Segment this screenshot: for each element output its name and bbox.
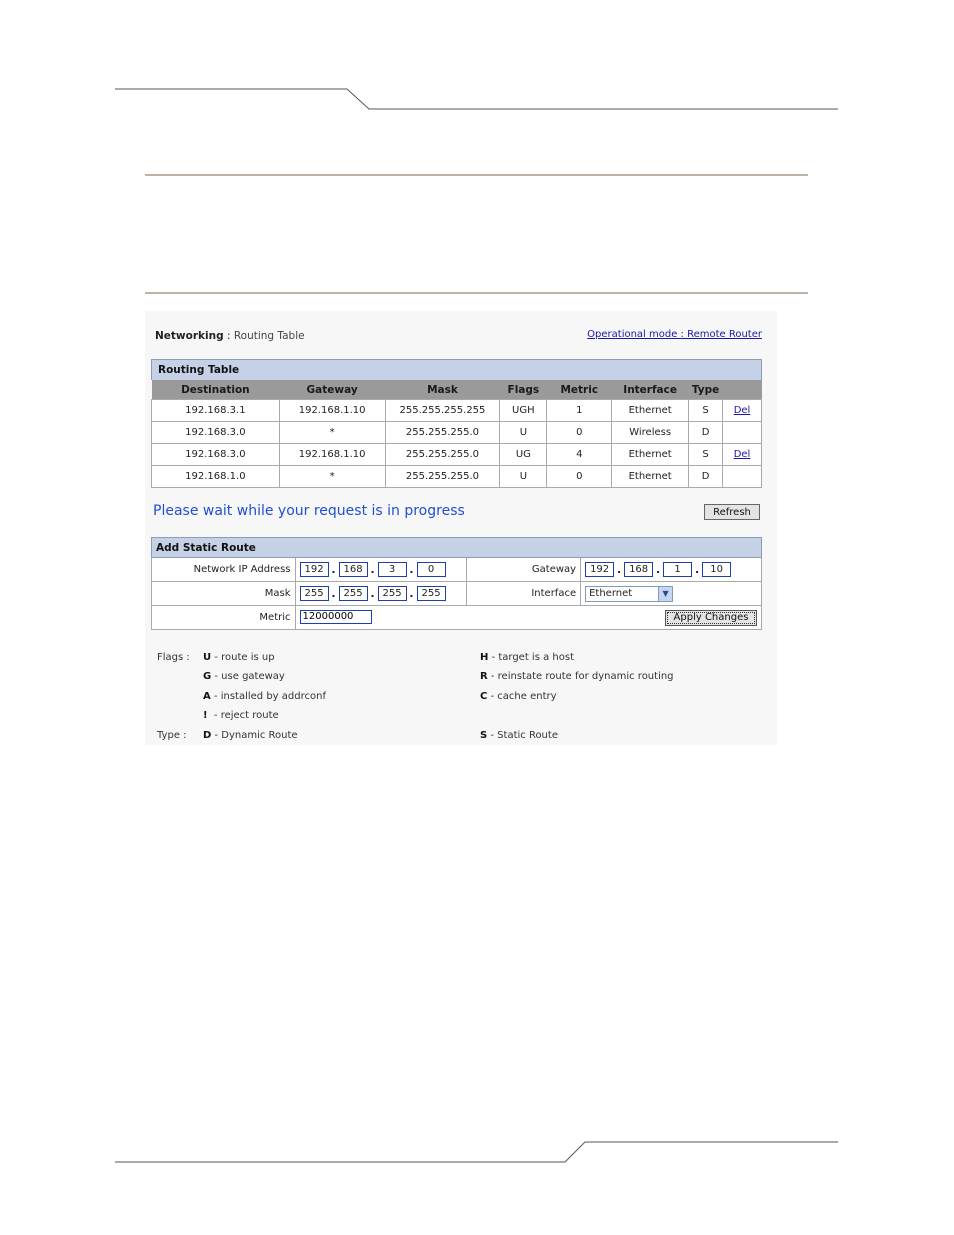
mask-input-group (300, 586, 446, 601)
legend-flag-item (203, 691, 326, 702)
legend-description: - target is a host (488, 652, 574, 663)
gateway-octet-3[interactable] (663, 562, 692, 577)
router-ui-panel (145, 311, 777, 745)
legend-description: - Dynamic Route (211, 730, 298, 741)
table-cell: 255.255.255.255 (385, 400, 500, 422)
column-header-mask: Mask (385, 380, 500, 400)
table-cell: S (689, 400, 723, 422)
legend-code: ! (203, 710, 208, 721)
table-cell: D (689, 422, 723, 444)
interface-label: Interface (467, 582, 581, 606)
legend-description: - installed by addrconf (210, 691, 326, 702)
legend-flag-item (203, 710, 279, 721)
legend-code: G (203, 671, 212, 682)
table-cell: U (500, 422, 547, 444)
table-cell: Ethernet (612, 466, 689, 488)
interface-select-value: Ethernet (589, 588, 633, 599)
table-cell: 255.255.255.0 (385, 466, 500, 488)
column-header-metric: Metric (547, 380, 612, 400)
octet-separator: . (370, 587, 375, 600)
table-row (152, 466, 762, 488)
legend-flag-item (480, 652, 574, 663)
table-cell: 192.168.3.0 (152, 444, 280, 466)
table-cell (723, 400, 762, 422)
legend-description: - Static Route (487, 730, 558, 741)
network-ip-label: Network IP Address (152, 558, 296, 582)
metric-input[interactable] (300, 610, 372, 624)
octet-separator: . (695, 563, 700, 576)
network-ip-octet-4[interactable] (417, 562, 446, 577)
table-cell (723, 422, 762, 444)
table-cell: * (279, 422, 385, 444)
gateway-input-group (585, 562, 731, 577)
octet-separator: . (370, 563, 375, 576)
table-cell: 1 (547, 400, 612, 422)
octet-separator: . (409, 587, 414, 600)
table-cell: Ethernet (612, 400, 689, 422)
breadcrumb (155, 330, 305, 342)
octet-separator: . (331, 563, 336, 576)
column-header-type: Type (689, 380, 723, 400)
legend-type-item (203, 730, 298, 741)
mask-octet-2[interactable] (339, 586, 368, 601)
legend-code: C (480, 691, 488, 702)
section-rule-bottom (145, 292, 808, 294)
table-cell: 0 (547, 422, 612, 444)
table-cell: 4 (547, 444, 612, 466)
add-static-route-title: Add Static Route (152, 538, 762, 558)
table-cell: Wireless (612, 422, 689, 444)
breadcrumb-separator: : (226, 330, 231, 342)
table-row (152, 422, 762, 444)
network-ip-input-group (300, 562, 446, 577)
network-ip-octet-3[interactable] (378, 562, 407, 577)
mask-octet-3[interactable] (378, 586, 407, 601)
legend-description: - use gateway (211, 671, 285, 682)
table-cell: Ethernet (612, 444, 689, 466)
column-header-destination: Destination (152, 380, 280, 400)
apply-changes-button[interactable]: Apply Changes (665, 610, 757, 626)
legend-description: - reinstate route for dynamic routing (487, 671, 674, 682)
table-cell: 192.168.1.0 (152, 466, 280, 488)
legend-description: - cache entry (487, 691, 557, 702)
mask-label: Mask (152, 582, 296, 606)
metric-label: Metric (152, 606, 296, 630)
table-cell: 192.168.3.0 (152, 422, 280, 444)
network-ip-octet-1[interactable] (300, 562, 329, 577)
legend-flag-item (203, 652, 275, 663)
legend-code: D (203, 730, 212, 741)
interface-select[interactable] (585, 586, 673, 602)
delete-route-link[interactable]: Del (733, 449, 751, 460)
gateway-label: Gateway (467, 558, 581, 582)
table-cell (723, 466, 762, 488)
column-header-flags: Flags (500, 380, 547, 400)
octet-separator: . (617, 563, 622, 576)
legend-type-label: Type : (157, 730, 187, 741)
gateway-octet-1[interactable] (585, 562, 614, 577)
routing-table-title: Routing Table (152, 360, 762, 381)
table-cell: * (279, 466, 385, 488)
table-cell: U (500, 466, 547, 488)
table-cell: D (689, 466, 723, 488)
breadcrumb-page: Routing Table (233, 330, 305, 342)
table-cell: 255.255.255.0 (385, 422, 500, 444)
table-row (152, 444, 762, 466)
table-row (152, 400, 762, 422)
table-cell: 255.255.255.0 (385, 444, 500, 466)
breadcrumb-section: Networking (155, 330, 224, 342)
legend-description: - route is up (211, 652, 275, 663)
table-cell: 192.168.3.1 (152, 400, 280, 422)
legend-flags-label: Flags : (157, 652, 190, 663)
add-static-route-form (151, 537, 762, 630)
table-cell: 192.168.1.10 (279, 444, 385, 466)
legend-flag-item (480, 691, 557, 702)
table-cell (723, 444, 762, 466)
routing-table-body (152, 400, 762, 488)
legend-code: S (480, 730, 488, 741)
table-cell: UG (500, 444, 547, 466)
gateway-octet-2[interactable] (624, 562, 653, 577)
table-cell: S (689, 444, 723, 466)
routing-table-header (152, 380, 762, 400)
gateway-octet-4[interactable] (702, 562, 731, 577)
legend-description: - reject route (207, 710, 279, 721)
refresh-button[interactable]: Refresh (704, 504, 760, 520)
operational-mode-link[interactable]: Operational mode : Remote Router (587, 329, 762, 340)
progress-message: Please wait while your request is in progress (153, 503, 465, 519)
column-header-gateway: Gateway (279, 380, 385, 400)
legend-flag-item (203, 671, 285, 682)
section-rule-top (145, 174, 808, 176)
octet-separator: . (331, 587, 336, 600)
delete-route-link[interactable]: Del (733, 405, 751, 416)
octet-separator: . (409, 563, 414, 576)
table-cell: 0 (547, 466, 612, 488)
legend-flag-item (480, 671, 674, 682)
column-header-interface: Interface (612, 380, 689, 400)
legend-code: U (203, 652, 212, 663)
mask-octet-1[interactable] (300, 586, 329, 601)
legend-type-item (480, 730, 558, 741)
column-header-action (723, 380, 762, 400)
table-cell: 192.168.1.10 (279, 400, 385, 422)
legend-code: A (203, 691, 211, 702)
routing-table (151, 359, 762, 488)
mask-octet-4[interactable] (417, 586, 446, 601)
table-cell: UGH (500, 400, 547, 422)
octet-separator: . (656, 563, 661, 576)
legend-code: R (480, 671, 488, 682)
chevron-down-icon[interactable]: ▼ (658, 587, 672, 601)
legend-code: H (480, 652, 489, 663)
network-ip-octet-2[interactable] (339, 562, 368, 577)
